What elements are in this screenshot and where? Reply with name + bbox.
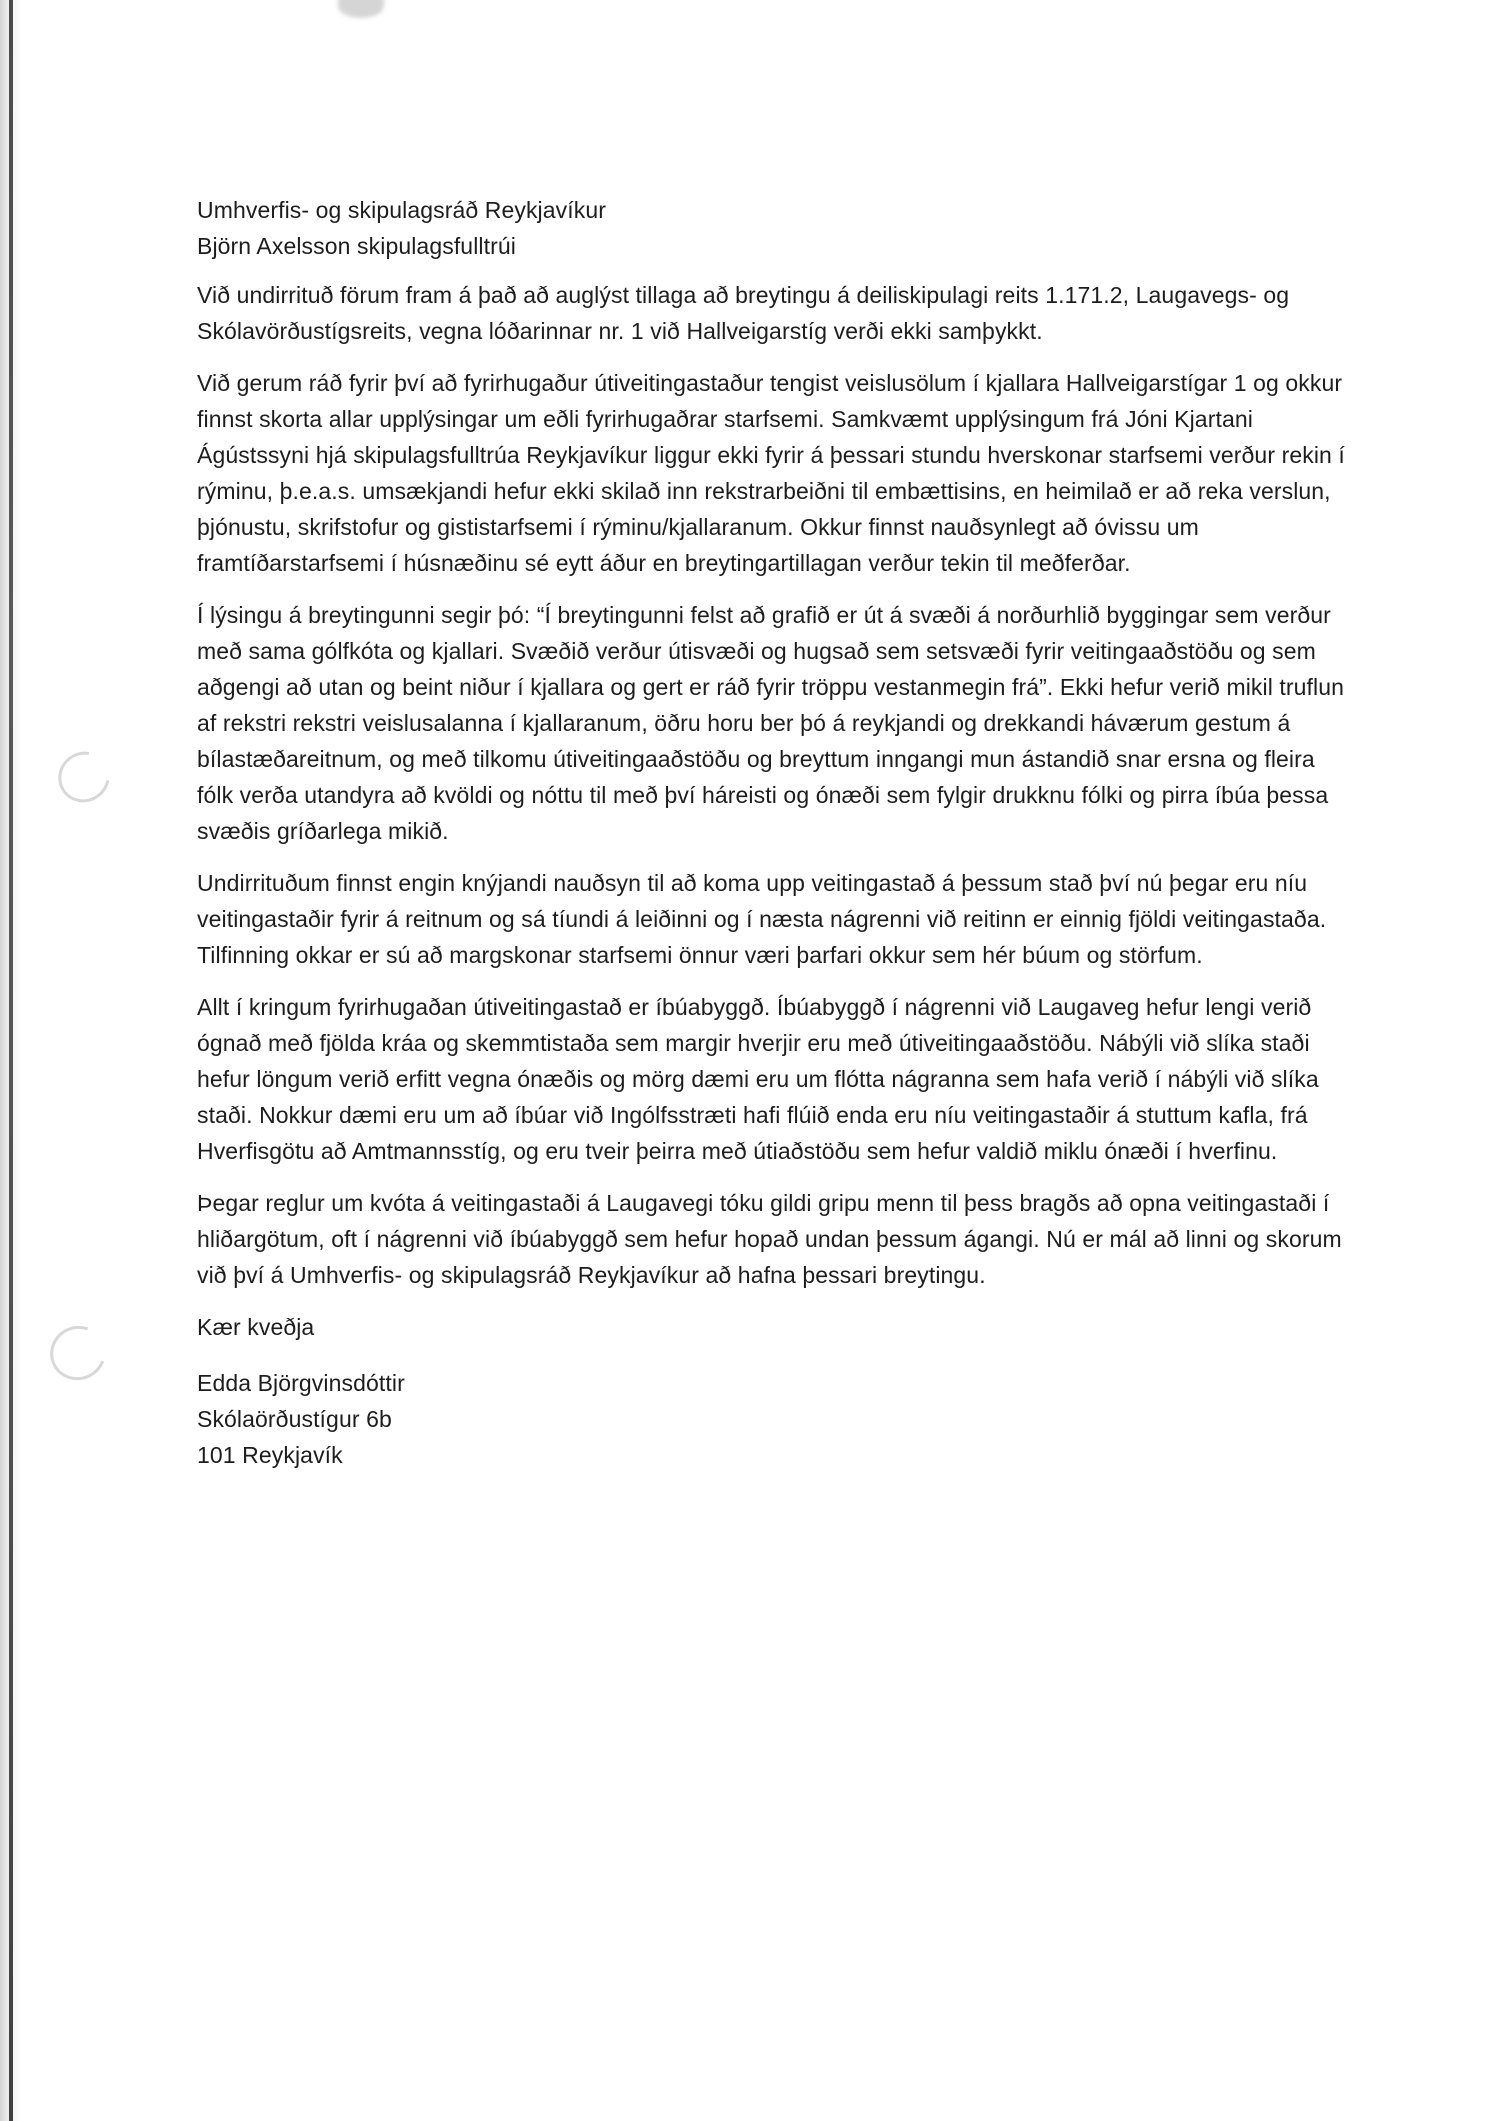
signature-city: 101 Reykjavík — [197, 1442, 343, 1468]
paragraph-description-quote: Í lýsingu á breytingunni segir þó: “Í breytingunni felst að grafið er út á svæði á norðurhlið byggingar sem verður með sama gólfkóta og kjallari. Svæðið verður útisvæði og hugsað sem setsvæði fyrir veitingaaðstöðu og sem aðgengi að utan og beint niður í kjallara og gert er ráð fyrir tröppu vestanmegin frá”. Ekki hefur verið mikil truflun af rekstri rekstri veislusalanna í kjallaranum, öðru horu ber þó á reykjandi og drekkandi háværum gestum á bílastæðareitnum, og með tilkomu útiveitingaaðstöðu og breyttum inngangi mun ástandið snar ersna og fleira fólk verða utandyra að kvöldi og nóttu til með því háreisti og ónæði sem fylgir drukknu fólki og pirra íbúa þessa svæðis gríðarlega mikið. — [197, 602, 1345, 844]
paragraph-neighbourhood: Allt í kringum fyrirhugaðan útiveitingastað er íbúabyggð. Íbúabyggð í nágrenni við Laugaveg hefur lengi verið ógnað með fjölda kráa og skemmtistaða sem margir hverjir eru með útiveitingaaðstöðu. Nábýli við slíka staði hefur löngum verið erfitt vegna ónæðis og mörg dæmi eru um flótta nágranna sem hafa verið í nábýli við slíka staði. Nokkur dæmi eru um að íbúar við Ingólfsstræti hafi flúið enda eru níu veitingastaðir á stuttum kafla, frá Hverfisgötu að Amtmannsstíg, og eru tveir þeirra með útiaðstöðu sem hefur valdið miklu ónæði í hverfinu. — [197, 994, 1319, 1164]
punch-hole — [41, 1317, 115, 1390]
letter-body — [197, 192, 1355, 1473]
paragraph-conclusion: Þegar reglur um kvóta á veitingastaði á Laugavegi tóku gildi gripu menn til þess bragðs að opna veitingastaði í hliðargötum, oft í nágrenni við íbúabyggð sem hefur hopað undan þessum ágangi. Nú er mál að linni og skorum við því á Umhverfis- og skipulagsráð Reykjavíkur að hafna þessari breytingu. — [197, 1190, 1342, 1288]
signature-block — [197, 1365, 1355, 1473]
closing-salutation: Kær kveðja — [197, 1314, 315, 1340]
paragraph-no-need: Undirrituðum finnst engin knýjandi nauðsyn til að koma upp veitingastað á þessum stað því nú þegar eru níu veitingastaðir fyrir á reitnum og sá tíundi á leiðinni og í næsta nágrenni við reitinn er einnig fjöldi veitingastaða. Tilfinning okkar er sú að margskonar starfsemi önnur væri þarfari okkur sem hér búum og störfum. — [197, 870, 1327, 968]
recipient-org: Umhverfis- og skipulagsráð Reykjavíkur — [197, 197, 606, 223]
signature-name: Edda Björgvinsdóttir — [197, 1370, 405, 1396]
signature-address: Skólaörðustígur 6b — [197, 1406, 392, 1432]
scan-smudge — [338, 0, 384, 18]
recipient-block — [197, 192, 1355, 264]
paragraph-request: Við undirrituð förum fram á það að auglýst tillaga að breytingu á deiliskipulagi reits 1.171.2, Laugavegs- og Skólavörðustígsreits, vegna lóðarinnar nr. 1 við Hallveigarstíg verði ekki samþykkt. — [197, 282, 1290, 344]
recipient-person: Björn Axelsson skipulagsfulltrúi — [197, 233, 516, 259]
punch-hole — [48, 742, 119, 813]
paragraph-uncertainty: Við gerum ráð fyrir því að fyrirhugaður útiveitingastaður tengist veislusölum í kjallara Hallveigarstígar 1 og okkur finnst skorta allar upplýsingar um eðli fyrirhugaðrar starfsemi. Samkvæmt upplýsingum frá Jóni Kjartani Ágústssyni hjá skipulagsfulltrúa Reykjavíkur liggur ekki fyrir á þessari stundu hverskonar starfsemi verður rekin í rýminu, þ.e.a.s. umsækjandi hefur ekki skilað inn rekstrarbeiðni til embættisins, en heimilað er að reka verslun, þjónustu, skrifstofur og gististarfsemi í rýminu/kjallaranum. Okkur finnst nauðsynlegt að óvissu um framtíðarstarfsemi í húsnæðinu sé eytt áður en breytingartillagan verður tekin til meðferðar. — [197, 370, 1345, 576]
scan-edge-line — [9, 0, 13, 2121]
